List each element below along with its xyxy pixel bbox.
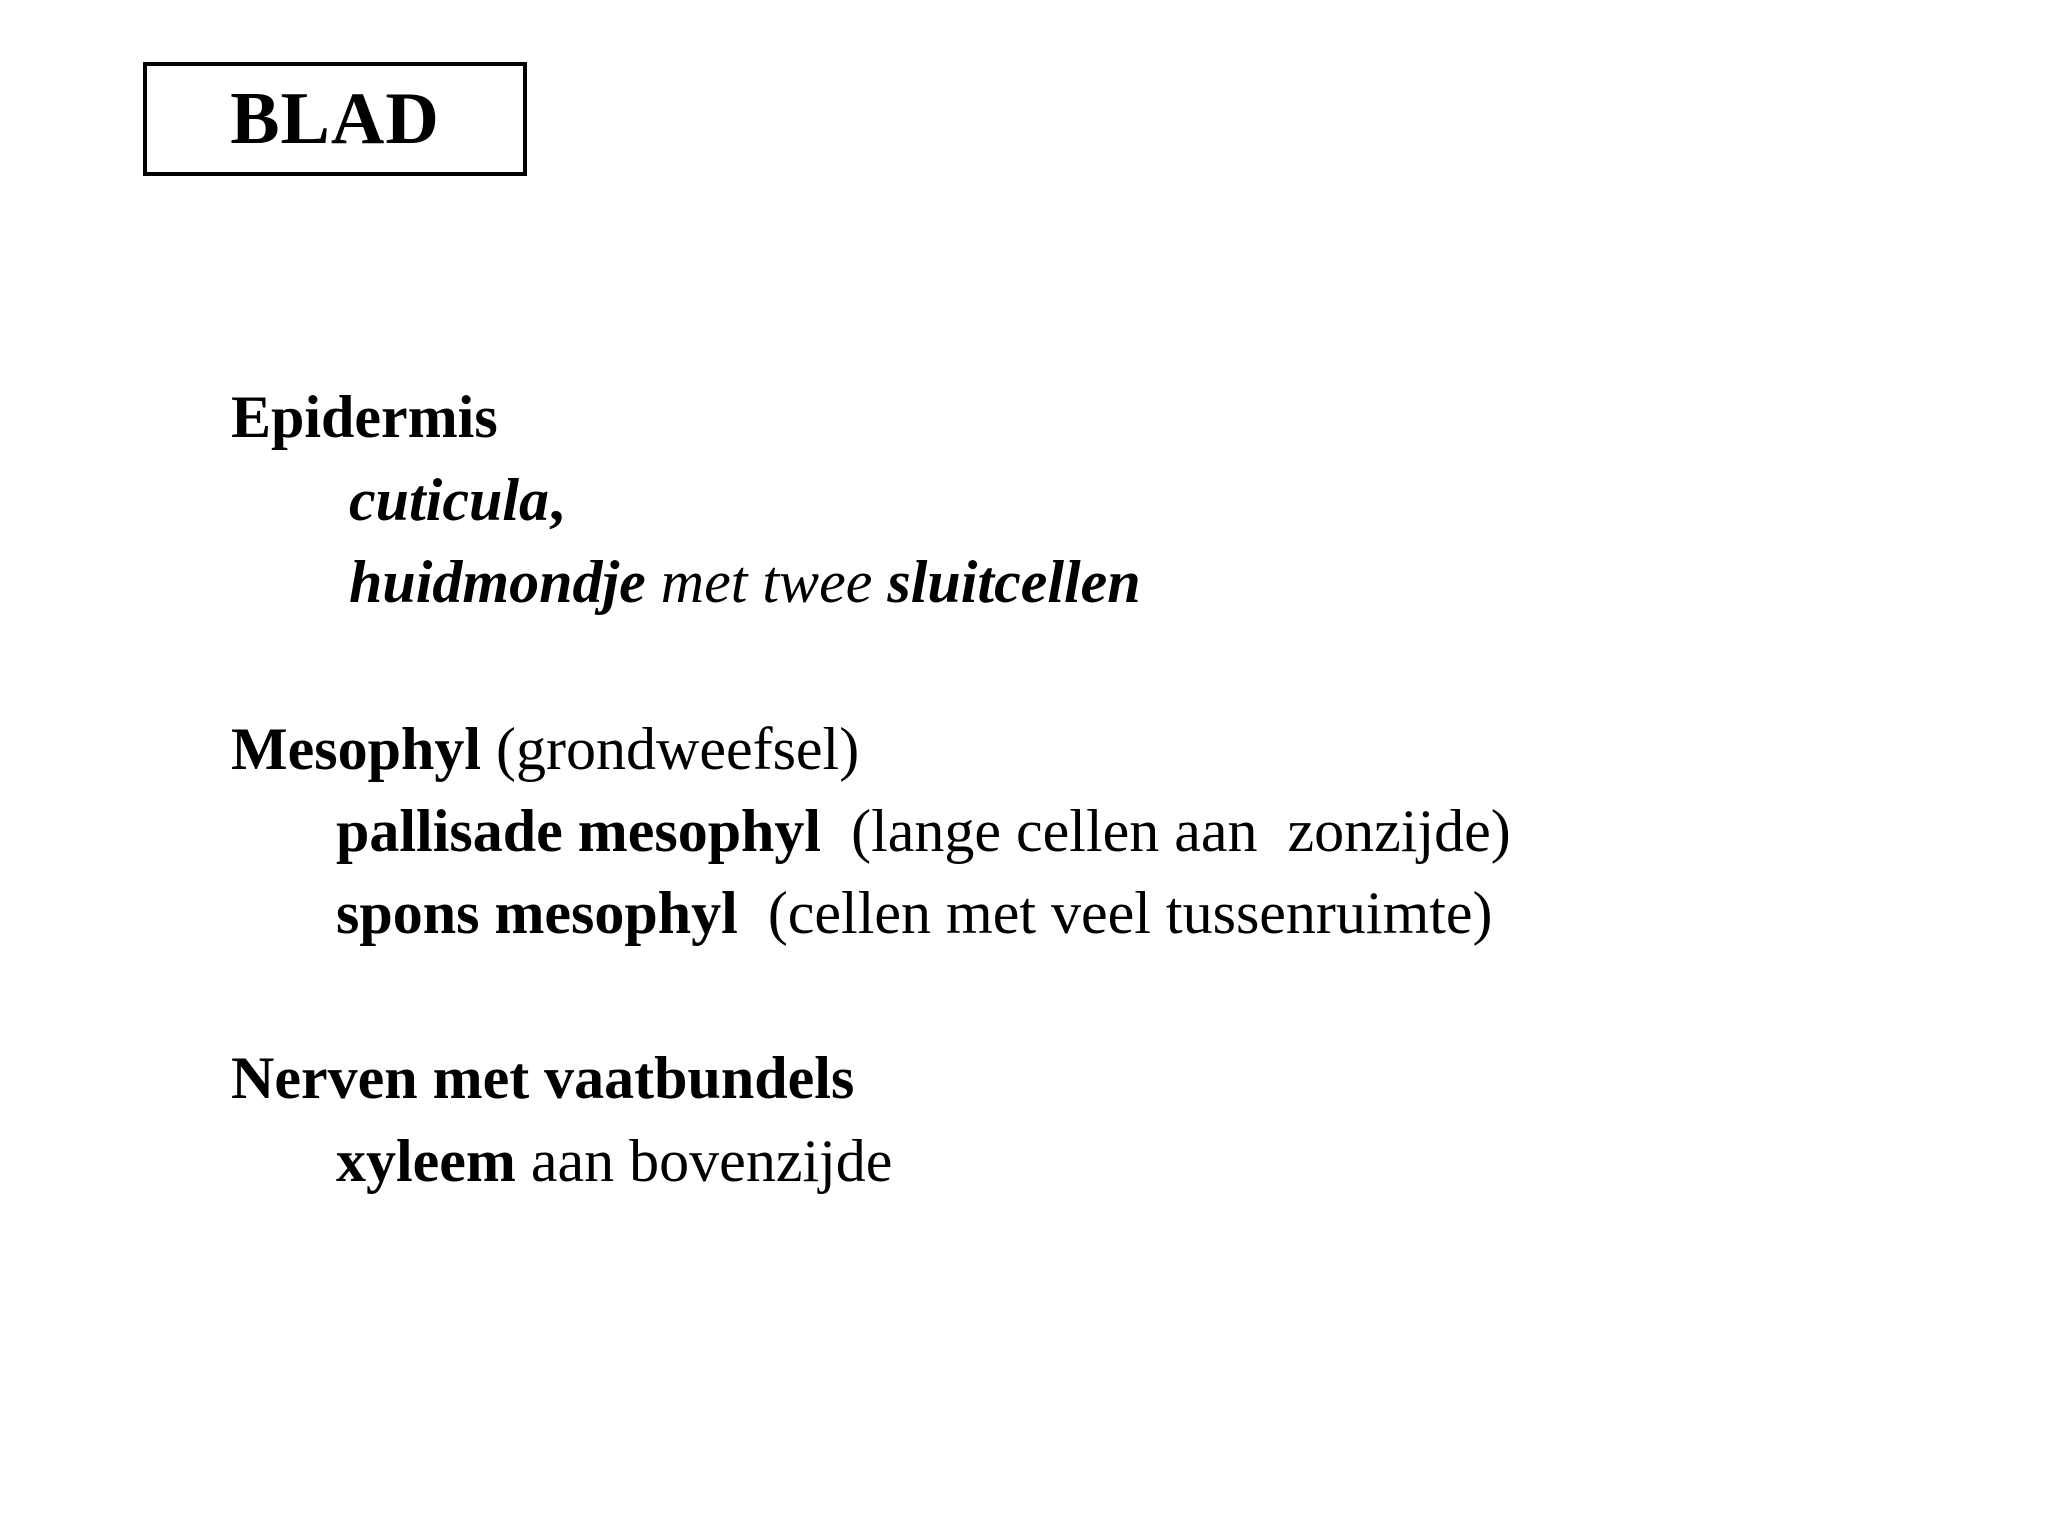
xylem-note: aan bovenzijde — [515, 1128, 893, 1194]
xylem-term: xyleem — [336, 1128, 516, 1194]
cuticula-term: cuticula — [349, 467, 550, 533]
cuticula-comma: , — [549, 467, 565, 533]
palisade-term: pallisade mesophyl — [336, 798, 822, 864]
spongy-line — [276, 823, 1493, 1003]
epidermis-heading: Epidermis — [231, 384, 498, 450]
spongy-note: (cellen met veel tussenruimte) — [737, 880, 1493, 946]
xylem-line — [276, 1071, 892, 1251]
mesophyl-heading: Mesophyl — [231, 716, 482, 782]
stomata-line — [289, 492, 1141, 672]
title-box — [143, 62, 527, 176]
stomata-term: huidmondje — [349, 549, 646, 615]
palisade-note: (lange cellen aan zonzijde) — [821, 798, 1511, 864]
stomata-mid: met twee — [645, 549, 888, 615]
guard-cells-term: sluitcellen — [887, 549, 1141, 615]
spongy-term: spons mesophyl — [336, 880, 738, 946]
slide-title: BLAD — [230, 78, 440, 160]
mesophyl-heading-note: (grondweefsel) — [481, 716, 860, 782]
nerven-heading: Nerven met vaatbundels — [231, 1045, 855, 1111]
